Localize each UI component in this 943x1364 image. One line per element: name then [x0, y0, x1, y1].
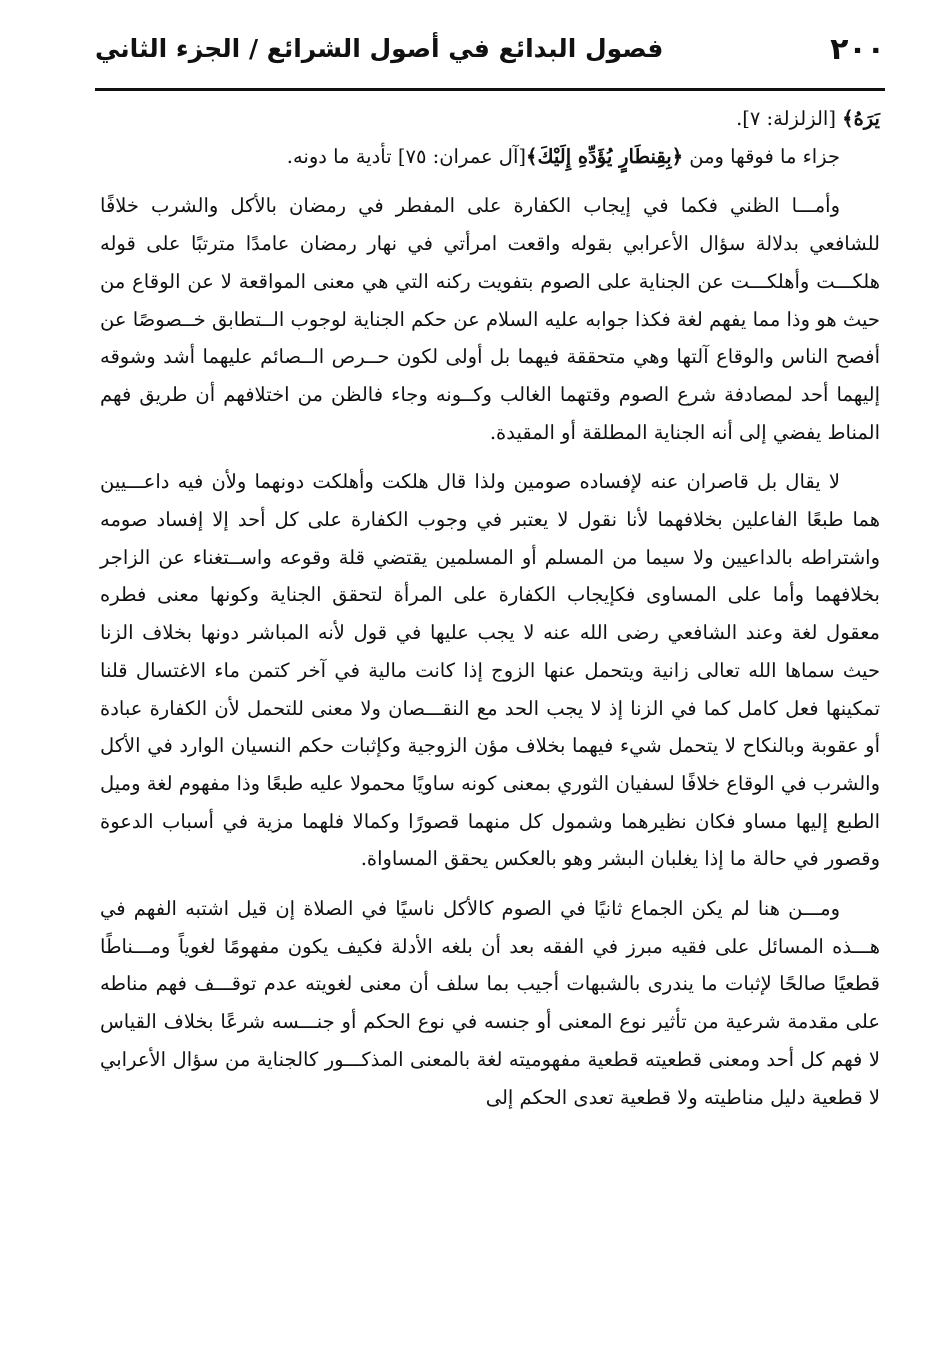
paragraph [100, 138, 880, 176]
quran-verse: ﴿بِقِنطَارٍ يُؤَدِّهِ إِلَيْكَ﴾ [526, 144, 684, 168]
paragraph [100, 463, 880, 878]
paragraph-text: وأمـــا الظني فكما في إيجاب الكفارة على المفطر في رمضان بالأكل والشرب خلافًا للشافعي بدلالة سؤال الأعرابي بقوله واقعت امرأتي في نهار رمضان عامدًا مترتبًا على قوله هلكـــت وأهلكـــت عن الجناية على الصوم بتفويت ركنه التي هي معنى المواقعة لا عن الوقاع من حيث هو وذا مما يفهم لغة فكذا جوابه عليه السلام عن حكم الجناية لوجوب الــتطابق خــصوصًا عن أفصح الناس والوقاع آلتها وهي متحققة فيهما بل أولى لكون حــرص الــصائم عليهما أشد وشوقه إليهما أحد لمصادفة شرع الصوم وقتهما الغالب وكــونه وجاء فالظن من اختلافهم أن طريق فهم المناط يفضي إلى أنه الجناية المطلقة أو المقيدة. [100, 194, 880, 444]
paragraph [100, 890, 880, 1116]
body-text [100, 100, 880, 1128]
page-number: ٢٠٠ [830, 32, 885, 67]
paragraph [100, 100, 880, 138]
quran-verse: يَرَهُ﴾ [842, 107, 880, 130]
paragraph-text: [الزلزلة: ٧]. [736, 107, 843, 130]
page-header [95, 26, 885, 90]
paragraph-text: جزاء ما فوقها ومن [683, 144, 840, 168]
header-rule [95, 88, 885, 91]
paragraph-text: ومـــن هنا لم يكن الجماع ثانيًا في الصوم كالأكل ناسيًا في الصلاة إن قيل اشتبه الفهم في هـــذه المسائل على فقيه مبرز في الفقه بعد أن بلغه الأدلة فكيف يكون مفهومًا لغوياً ومـــناطًا قطعيًا صالحًا لإثبات ما يندرى بالشبهات أجيب بما سلف أن معنى لغويته عدم توقـــف فهم مناطه على مقدمة شرعية من تأثير نوع المعنى أو جنسه في نوع الحكم أو جنـــسه شرعًا بخلاف القياس لا فهم كل أحد ومعنى قطعيته قطعية مفهوميته لغة بالمعنى المذكـــور كالجناية من سؤال الأعرابي لا قطعية دليل مناطيته ولا قطعية تعدى الحكم إلى [100, 897, 880, 1109]
paragraph-text: [آل عمران: ٧٥] تأدية ما دونه. [286, 144, 527, 168]
paragraph-text: لا يقال بل قاصران عنه لإفساده صومين ولذا قال هلكت وأهلكت دونهما ولأن فيه داعـــيين هما طبعًا الفاعلين بخلافهما لأنا نقول لا يعتبر في وجوب الكفارة على كل أحد إلا إفساد صومه واشتراطه بالداعيين ولا سيما من المسلم أو المسلمين يقتضي قلة وقوعه واســتغناء عن الزاجر بخلافهما وأما على المساوى فكإيجاب الكفارة على المرأة لتحقق الجناية وكونها معنى فطره معقول لغة وعند الشافعي رضى الله عنه لا يجب عليها في قول لأنه المباشر دونها بخلاف الزنا حيث سماها الله تعالى زانية ويتحمل عنها الزوج إذا كانت مالية في آخر كتمن ماء الاغتسال قلنا تمكينها فعل كامل كما في الزنا إذ لا يجب الحد مع النقـــصان ولا معنى للتحمل لأن الكفارة عبادة أو عقوبة وبالنكاح لا يتحمل شيء فيهما بخلاف مؤن الزوجية وكإثبات حكم النسيان الوارد في الأكل والشرب في الوقاع خلافًا لسفيان الثوري بمعنى كونه ساويًا محمولا عليه طبعًا وذا مفهوم لغة وميل الطبع إليها مساو فكان نظيرهما وشمول كل منهما قصورًا وكمالا فلهما مزية في أسباب الدعوة وقصور في حالة ما إذا يغلبان البشر وهو بالعكس يحقق المساواة. [100, 470, 880, 871]
running-title: فصول البدائع في أصول الشرائع / الجزء الثاني [95, 34, 664, 63]
paragraph [100, 187, 880, 451]
